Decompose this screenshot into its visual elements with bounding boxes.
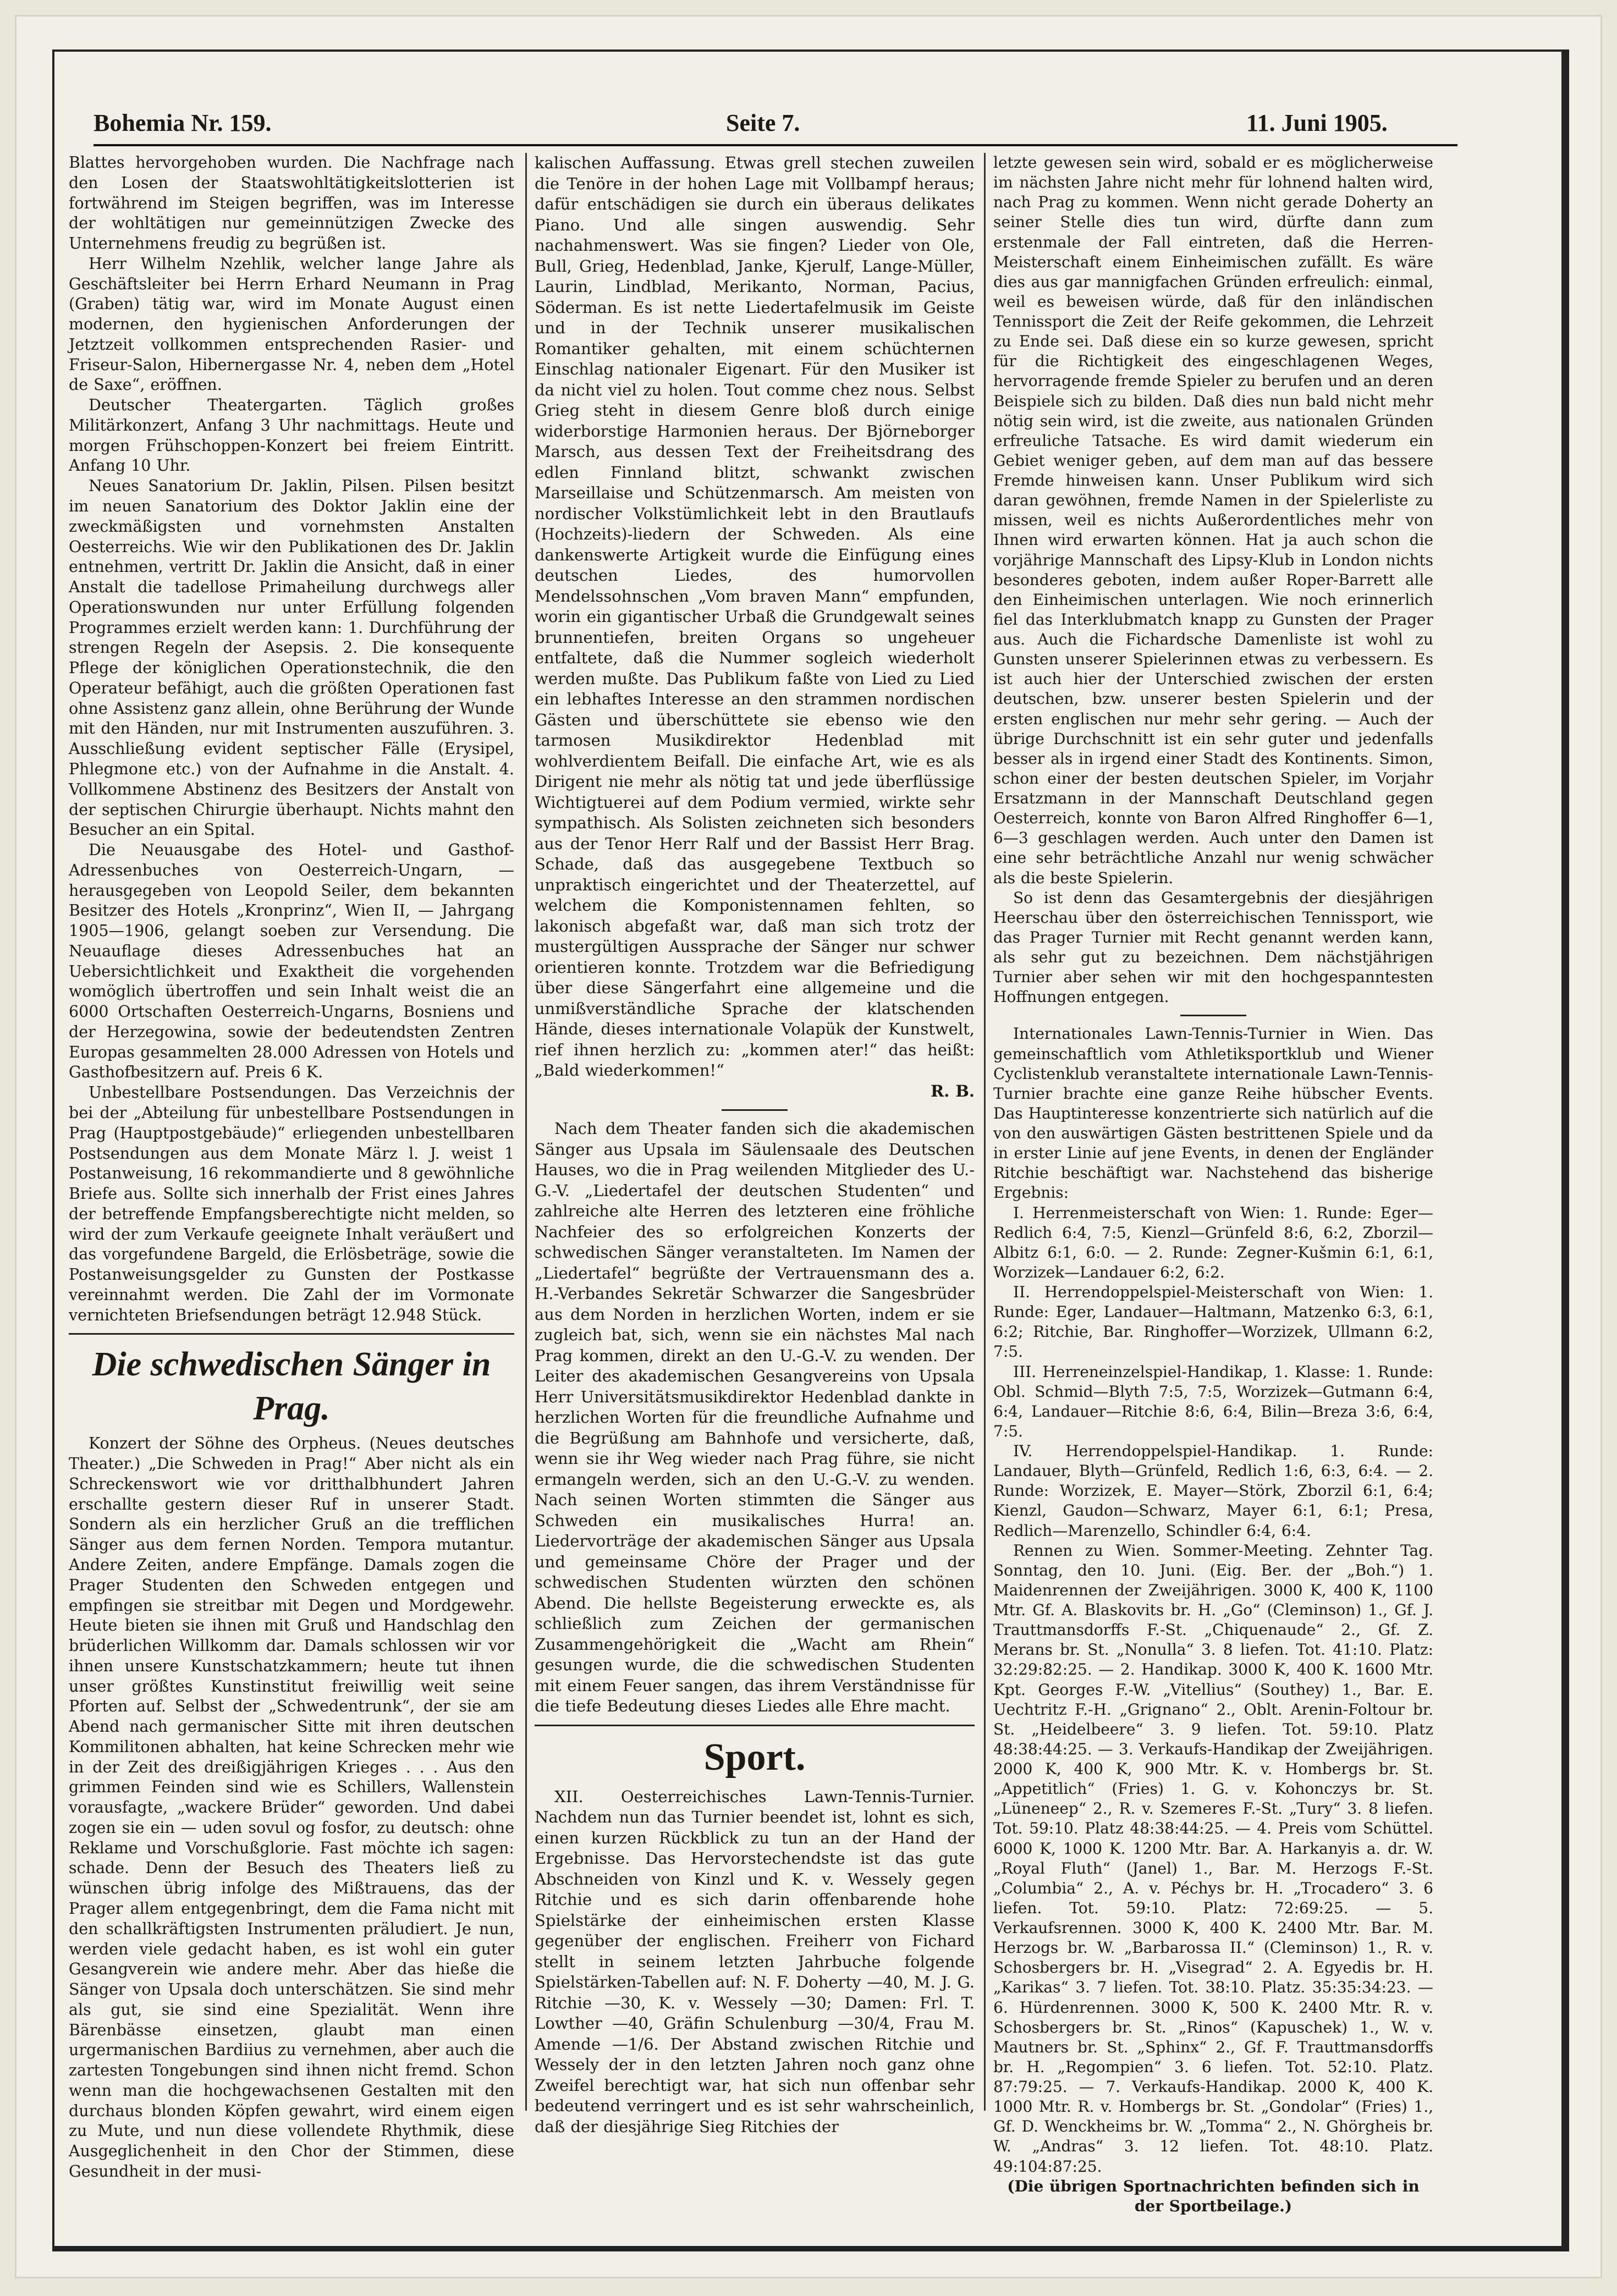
article-tennis-wien: Internationales Lawn-Tennis-Turnier in Wien. Das gemeinschaftlich vom Athletiksportklub und Wiener Cyclistenklub veranstaltete internationale Lawn-Tennis-Turnier brachte eine ganze Reihe hübscher Events. Das Hauptinteresse konzentrierte sich natürlich auf die von den auswärtigen Gästen bestrittenen Spiele und da in erster Linie auf jene Events, in denen der Engländer Ritchie beschäftigt war. Nachstehend das bisherige Ergebnis: (993, 1025, 1433, 1202)
results-herrendoppel: II. Herrendoppelspiel-Meisterschaft von Wien: 1. Runde: Eger, Landauer—Haltmann, Matzenko 6:3, 6:1, 6:2; Ritchie, Bar. Ringhoffer—Worzizek, Ullmann 6:2, 7:5. (993, 1283, 1433, 1361)
section-rule (69, 1333, 514, 1335)
column-separator-1 (525, 153, 527, 2111)
article-rennen-wien: Rennen zu Wien. Sommer-Meeting. Zehnter Tag. Sonntag, den 10. Juni. (Eig. Ber. der „Boh.“) 1. Maidenrennen der Zweijährigen. 3000 K, 400 K, 1100 Mtr. Gf. A. Blaskovits br. H. „Go“ (Cleminson) 1., Gf. J. Trauttmansdorffs F.-St. „Chiquenaude“ 2., Gf. Z. Merans br. St. „Nonulla“ 3. 8 liefen. Tot. 41:10. Platz: 32:29:82:25. — 2. Handikap. 3000 K, 400 K. 1600 Mtr. Kpt. Georges F.-W. „Vitellius“ (Southey) 1., Bar. E. Uechtritz F.-H. „Grignano“ 2., Oblt. Arenin-Foltour br. St. „Heidelbeere“ 3. 9 liefen. Tot. 59:10. Platz 48:38:44:25. — 3. Verkaufs-Handikap der Zweijährigen. 2000 K, 400 K, 900 Mtr. K. v. Hombergs br. St. „Appetitlich“ (Fries) 1. G. v. Kohonczys br. St. „Lüneneep“ 2., R. v. Szemeres F.-St. „Tury“ 3. 8 liefen. Tot. 59:10. Platz 48:38:44:25. — 4. Preis vom Schüttel. 6000 K, 1000 K. 1200 Mtr. Bar. A. Harkanyis a. dr. W. „Royal Fluth“ (Janel) 1., Bar. M. Herzogs F.-St. „Columbia“ 2., A. v. Péchys br. H. „Trocadero“ 3. 6 liefen. Tot. 59:10. Platz: 72:69:25. — 5. Verkaufsrennen. 3000 K, 400 K. 2400 Mtr. Bar. M. Herzogs br. W. „Barbarossa II.“ (Cleminson) 1., R. v. Schosbergers br. H. „Visegrad“ 2. A. Egyedis br. H. „Karikas“ 3. 7 liefen. Tot. 38:10. Platz. 35:35:34:23. — 6. Hürdenrennen. 3000 K, 500 K. 2400 Mtr. R. v. Schosbergers br. St. „Rinos“ (Kapuschek) 1., W. v. Mautners br. St. „Sphinx“ 2., Gf. F. Trauttmansdorffs br. H. „Regompien“ 3. 6 liefen. Tot. 52:10. Platz. 87:79:25. — 7. Verkaufs-Handikap. 2000 K, 400 K. 1000 Mtr. R. v. Hombergs br. St. „Gondolar“ (Fries) 1., Gf. D. Wenckheims br. W. „Tomma“ 2., N. Ghörgheis br. W. „Andras“ 3. 12 liefen. Tot. 48:10. Platz. 49:104:87:25. (993, 1541, 1433, 2176)
article-tennis-summary: So ist denn das Gesamtergebnis der diesjährigen Heerschau über den österreichischen Tennissport, wie das Prager Turnier mit Recht genannt werden kann, als sehr gut zu bezeichnen. Dem nächstjährigen Turnier aber sehen wir mit den hochgespanntesten Hoffnungen entgegen. (993, 888, 1433, 1006)
header-date: 11. Juni 1905. (1246, 109, 1388, 136)
short-rule (722, 1109, 788, 1111)
column-separator-2 (984, 153, 986, 2111)
sport-supplement-note: (Die übrigen Sportnachrichten befinden sich in der Sportbeilage.) (1007, 2177, 1420, 2215)
article-lawn-tennis-prag: XII. Oesterreichisches Lawn-Tennis-Turnier. Nachdem nun das Turnier beendet ist, lohnt es sich, einen kurzen Rückblick zu tun an der Hand der Ergebnisse. Das Hervorstechendste ist das gute Abschneiden von Kinzl und K. v. Wessely gegen Ritchie und es sich darin offenbarende hohe Spielstärke der einheimischen ersten Klasse gegenüber der englischen. Freiherr von Fichard stellt in seinem letzten Jahrbuche folgende Spielstärken-Tabellen auf: N. F. Doherty —40, M. J. G. Ritchie —30, K. v. Wessely —30; Damen: Frl. T. Lowther —40, Gräfin Schulenburg —30/4, Frau M. Amende —1/6. Der Abstand zwischen Ritchie und Wessely der in den letzten Jahren noch ganz ohne Zweifel berechtigt war, hat sich nun offenbar sehr bedeutend verringert und es ist sehr wahrscheinlich, daß der diesjährige Sieg Ritchies der (535, 1787, 975, 2136)
column-2 (535, 153, 975, 2137)
results-herrenmeisterschaft: I. Herrenmeisterschaft von Wien: 1. Runde: Eger—Redlich 6:4, 7:5, Kienzl—Grünfeld 8:6, 6:2, Zborzil—Albitz 6:1, 6:0. — 2. Runde: Zegner-Kušmin 6:1, 6:1, Worzizek—Landauer 6:2, 6:2. (993, 1203, 1433, 1281)
article-sanatorium: Neues Sanatorium Dr. Jaklin, Pilsen. Pilsen besitzt im neuen Sanatorium des Doktor Jaklin eine der zweckmäßigsten und vornehmsten Anstalten Oesterreichs. Wie wir den Publikationen des Dr. Jaklin entnehmen, vertritt Dr. Jaklin die Ansicht, daß in einer Anstalt die tadellose Primaheilung durchwegs aller Operationswunden nur unter Erfüllung folgenden Programmes erzielt werden kann: 1. Durchführung der strengen Regeln der Asepsis. 2. Die konsequente Pflege der königlichen Operationstechnik, die den Operateur befähigt, auch die größten Operationen fast ohne Assistenz ganz allein, ohne Berührung der Wunde mit den Händen, nur mit Instrumenten auszuführen. 3. Ausschließung evident septischer Fälle (Erysipel, Phlegmone etc.) von der Aufnahme in die Anstalt. 4. Vollkommene Abstinenz des Besitzers der Anstalt von der septischen Chirurgie überhaupt. Nichts mahnt den Besucher an ein Spital. (69, 477, 514, 839)
article-nachfeier: Nach dem Theater fanden sich die akademischen Sänger aus Upsala im Säulensaale des Deutschen Hauses, wo die in Prag weilenden Mitglieder des U.-G.-V. „Liedertafel der deutschen Studenten“ und zahlreiche alte Herren des letzteren eine fröhliche Nachfeier des so erfolgreichen Konzerts der schwedischen Sänger veranstalteten. Im Namen der „Liedertafel“ begrüßte der Vertrauensmann des a. H.-Verbandes Sekretär Schwarzer die Sangesbrüder aus dem Norden in herzlichen Worten, indem er sie zugleich bat, sich, wenn sie ein nächstes Mal nach Prag kommen, direkt an den U.-G.-V. zu wenden. Der Leiter des akademischen Gesangvereins von Upsala Herr Universitätsmusikdirektor Hedenblad dankte in herzlichen Worten für die freundliche Aufnahme und die Begrüßung am Bahnhofe und versicherte, daß, wenn sie ihr Weg wieder nach Prag führe, sie nicht ermangeln werden, sich an den U.-G.-V. zu wenden. Nach seinen Worten stimmten die Sänger aus Schweden ein musikalisches Hurra! an. Liedervorträge der akademischen Sänger aus Upsala und gemeinsame Chöre der Prager und der schwedischen Studenten würzten den schönen Abend. Die hellste Begeisterung erweckte es, als schließlich zum Zeichen der germanischen Zusammengehörigkeit die „Wacht am Rhein“ gesungen wurde, die die schwedischen Studenten mit einem Feuer sangen, das ihrem Verständnisse für die tiefe Bedeutung dieses Liedes alle Ehre macht. (535, 1119, 975, 1715)
article-lawn-tennis-cont: letzte gewesen sein wird, sobald er es möglicherweise im nächsten Jahre nicht mehr für lohnend halten wird, nach Prag zu kommen. Wenn nicht gerade Doherty an seiner Stelle dies tun wird, dürfte dann zum erstenmale der Fall eintreten, daß die Herren-Meisterschaft einem Einheimischen zufällt. Es wäre dies aus gar mannigfachen Gründen erfreulich: einmal, weil es beweisen würde, daß für den inländischen Tennissport die Zeit der Reife gekommen, die Lehrzeit zu Ende sei. Daß diese ein so kurze gewesen, spricht für die Richtigkeit des eingeschlagenen Weges, hervorragende fremde Spieler zu berufen und an deren Beispiele sich zu bilden. Daß dies nun bald nicht mehr nötig sein wird, ist die zweite, aus nationalen Gründen erfreuliche Tatsache. Es wird damit wiederum ein Gebiet weniger geben, auf dem man auf das bessere Fremde hinweisen kann. Unser Publikum wird sich daran gewöhnen, fremde Namen in der Spielerliste zu missen, weil es nichts Außerordentliches mehr von Ihnen wird erwarten können. Hat ja auch schon die vorjährige Mannschaft des Lipsy-Klub in London nichts besonderes geboten, indem außer Roper-Barrett alle den Einheimischen unterlagen. Wie noch erinnerlich fiel das Interklubmatch knapp zu Gunsten der Prager aus. Auch die Fichardsche Damenliste ist wohl zu Gunsten unserer Spielerinnen etwas zu verbessern. Es ist auch hier der Unterschied zwischen der ersten deutschen, bzw. unserer besten Spielerin und der ersten englischen nur mehr sehr gering. — Auch der übrige Durchschnitt ist ein sehr guter und jedenfalls besser als in irgend einer Stadt des Kontinents. Simon, schon einer der besten deutschen Spieler, im Vorjahr Ersatzmann in der Mannschaft Deutschland gegen Oesterreich, konnte von Baron Alfred Ringhoffer 6—1, 6—3 geschlagen werden. Auch unter den Damen ist eine sehr beträchtliche Anzahl nur wenig schwächer als die beste Spielerin. (993, 153, 1433, 887)
results-herrendoppel-handikap: IV. Herrendoppelspiel-Handikap. 1. Runde: Landauer, Blyth—Grünfeld, Redlich 1:6, 6:3, 6:4. — 2. Runde: Worzizek, E. Mayer—Störk, Zborzil 6:1, 6:4; Kienzl, Gaudon—Schwarz, Mayer 6:1, 6:1; Presa, Redlich—Marenzello, Schindler 6:4, 6:4. (993, 1442, 1433, 1540)
article-postsendungen: Unbestellbare Postsendungen. Das Verzeichnis der bei der „Abteilung für unbestellbare Postsendungen in Prag (Hauptpostgebäude)“ erliegenden unbestellbaren Postsendungen aus dem Monate März l. J. weist 1 Postanweisung, 16 rekommandierte und 8 gewöhnliche Briefe aus. Sollte sich innerhalb der Frist eines Jahres der betreffende Empfangsberechtigte nicht melden, so wird der zum Verkaufe geeignete Inhalt veräußert und das vorgefundene Bargeld, die Erlösbeträge, sowie die Postanweisungsgelder zu Gunsten der Postkasse vereinnahmt werden. Die Zahl der im Vormonate vernichteten Briefsendungen beträgt 12.948 Stück. (69, 1083, 514, 1324)
article-salon: Herr Wilhelm Nzehlik, welcher lange Jahre als Geschäftsleiter bei Herrn Erhard Neumann in Prag (Graben) tätig war, wird im Monate August einen modernen, den hygienischen Anforderungen der Jetztzeit vollkommen entsprechenden Rasier- und Friseur-Salon, Hibernergasse Nr. 4, neben dem „Hotel de Saxe“, eröffnen. (69, 254, 514, 394)
results-herreneinzel-handikap: III. Herreneinzelspiel-Handikap, 1. Klasse: 1. Runde: Obl. Schmid—Blyth 7:5, 7:5, Worzizek—Gutmann 6:4, 6:4, Landauer—Ritchie 8:6, 6:4, Bilin—Breza 3:6, 6:4, 7:5. (993, 1362, 1433, 1440)
author-signature: R. B. (931, 1081, 975, 1100)
short-rule (1180, 1015, 1246, 1016)
header-page-number: Seite 7. (726, 109, 800, 136)
article-swedish-singers-cont: kalischen Auffassung. Etwas grell stechen zuweilen die Tenöre in der hohen Lage mit Vollbampf heraus; dafür entschädigen sie durch ein überaus delikates Piano. Und alle singen auswendig. Sehr nachahmenswert. Was sie fingen? Lieder von Ole, Bull, Grieg, Hedenblad, Janke, Kjerulf, Lange-Müller, Laurin, Lindblad, Merikanto, Norman, Pacius, Söderman. Es ist nette Liedertafelmusik im Geiste und in der Technik unserer musikalischen Romantiker gehalten, mit einem schüchternen Einschlag nationaler Eigenart. Für den Musiker ist da nicht viel zu holen. Tout comme chez nous. Selbst Grieg steht in diesem Genre bloß durch einige widerborstige Harmonien heraus. Der Björneborger Marsch, aus dessen Text der Freiheitsdrang des edlen Finnland blitzt, schwankt zwischen Marseillaise und Schützenmarsch. Am meisten von nordischer Volkstümlichkeit lebt in den Brautlaufs (Hochzeits)-liedern der Schweden. Als eine dankenswerte Artigkeit wurde die Einfügung eines deutschen Liedes, des humorvollen Mendelssohnschen „Vom braven Mann“ empfunden, worin ein gigantischer Urbaß die Grundgewalt seines brunnentiefen, breiten Organs so ungeheuer entfaltete, daß die Nummer sogleich wiederholt werden mußte. Das Publikum faßte von Lied zu Lied ein lebhaftes Interesse an den strammen nordischen Gästen und überschüttete sie ebenso wie den tarmosen Musikdirektor Hedenblad mit wohlverdientem Beifall. Die einfache Art, wie es als Dirigent nie mehr als nötig tat und jede überflüssige Wichtigtuerei auf dem Podium vermied, wirkte sehr sympathisch. Als Solisten zeichneten sich besonders aus der Tenor Herr Ralf und der Bassist Herr Brag. Schade, daß das ausgegebene Textbuch so unpraktisch eingerichtet und der Theaterzettel, auf welchem die Komponistennamen fehlten, so lakonisch abgefaßt war, daß man sich trotz der mustergültigen Aussprache der Sänger nur schwer orientieren konnte. Trotzdem war die Befriedigung über diese Sängerfahrt eine allgemeine und die unmißverständliche Sprache der klatschenden Hände, dieses internationale Volapük der Kunstwelt, rief ihnen herzlich zu: „kommen ater!“ das heißt: „Bald wiederkommen!“ (535, 153, 975, 1080)
column-3 (993, 153, 1433, 2216)
column-1 (69, 153, 514, 2182)
article-lottery: Blattes hervorgehoben wurden. Die Nachfrage nach den Losen der Staatswohltätigkeitslotterien ist fortwährend im Steigen begriffen, was im Interesse der wohltätigen nur gemeinnützigen Zwecke des Unternehmens freudig zu begrüßen ist. (69, 153, 514, 253)
article-swedish-singers: Konzert der Söhne des Orpheus. (Neues deutsches Theater.) „Die Schweden in Prag!“ Aber nicht als ein Schreckenswort wie vor dritthalbhundert Jahren erschallte gestern dieser Ruf in unserer Stadt. Sondern als ein herzlicher Gruß an die trefflichen Sänger aus dem fernen Norden. Tempora mutantur. Andere Zeiten, andere Empfänge. Damals zogen die Prager Studenten den Schweden entgegen und empfingen sie streitbar mit Degen und Mordgewehr. Heute bieten sie ihnen mit Gruß und Handschlag den brüderlichen Willkomm dar. Damals schlossen wir vor ihnen unsere Kunstschatzkammern; heute tut ihnen unser größtes Kunstinstitut freiwillig weit seine Pforten auf. Selbst der „Schwedentrunk“, der sie am Abend nach germanischer Sitte mit ihren deutschen Kommilitonen abhalten, hat keine Schrecken mehr wie in der Zeit des dreißigjährigen Krieges . . . Aus den grimmen Feinden sind wie es Schillers, Wallenstein vorausfagte, „wackere Brüder“ geworden. Und dabei zogen sie ein — uden sovul og fosfor, zu deutsch: ohne Reklame und Vorschußglorie. Fast möchte ich sagen: schade. Denn der Besuch des Theaters ließ zu wünschen übrig infolge des Mißtrauens, das der Prager allem entgegenbringt, dem die Fama nicht mit den schallkräftigsten Instrumenten präludiert. Je nun, werden viele gedacht haben, es ist wohl ein guter Gesangverein wie andere mehr. Aber das hieße die Sänger von Upsala doch unterschätzen. Sie sind mehr als gut, sie sind eine Spezialität. Wenn ihre Bärenbässe einsetzen, glaubt man einen urgermanischen Bardiius zu vernehmen, aber auch die zartesten Tongebungen sind ihnen nicht fremd. Schon wenn man die hochgewachsenen Gestalten mit den durchaus blonden Köpfen gewahrt, wird einem eigen zu Mute, und nun diese vollendete Rhythmik, diese Ausgeglichenheit in den Chor der Stimmen, diese Gesundheit in der musi- (69, 1434, 514, 2181)
headline-swedish-singers: Die schwedischen Sänger in Prag. (92, 1346, 491, 1428)
article-adressbuch: Die Neuausgabe des Hotel- und Gasthof-Adressenbuches von Oesterreich-Ungarn, — herausgegeben von Leopold Seiler, dem bekannten Besitzer des Hotels „Kronprinz“, Wien II, — Jahrgang 1905—1906, gelangt soeben zur Versendung. Die Neuauflage dieses Adressenbuches hat an Uebersichtlichkeit und Exaktheit die vorgehenden womöglich übertroffen und sein Inhalt weist die an 6000 Ortschaften Oesterreich-Ungarns, Bosniens und der Herzegowina, sowie der bedeutendsten Zentren Europas gesammelten 28.000 Adressen von Hotels und Gasthofbesitzern auf. Preis 6 K. (69, 841, 514, 1082)
section-rule (535, 1725, 975, 1726)
header-rule (94, 144, 1458, 146)
headline-sport: Sport. (703, 1736, 806, 1779)
article-theatergarten: Deutscher Theatergarten. Täglich großes Militärkonzert, Anfang 3 Uhr nachmittags. Heute und morgen Frühschoppen-Konzert bei freiem Eintritt. Anfang 10 Uhr. (69, 396, 514, 475)
header-paper-issue: Bohemia Nr. 159. (94, 109, 272, 136)
